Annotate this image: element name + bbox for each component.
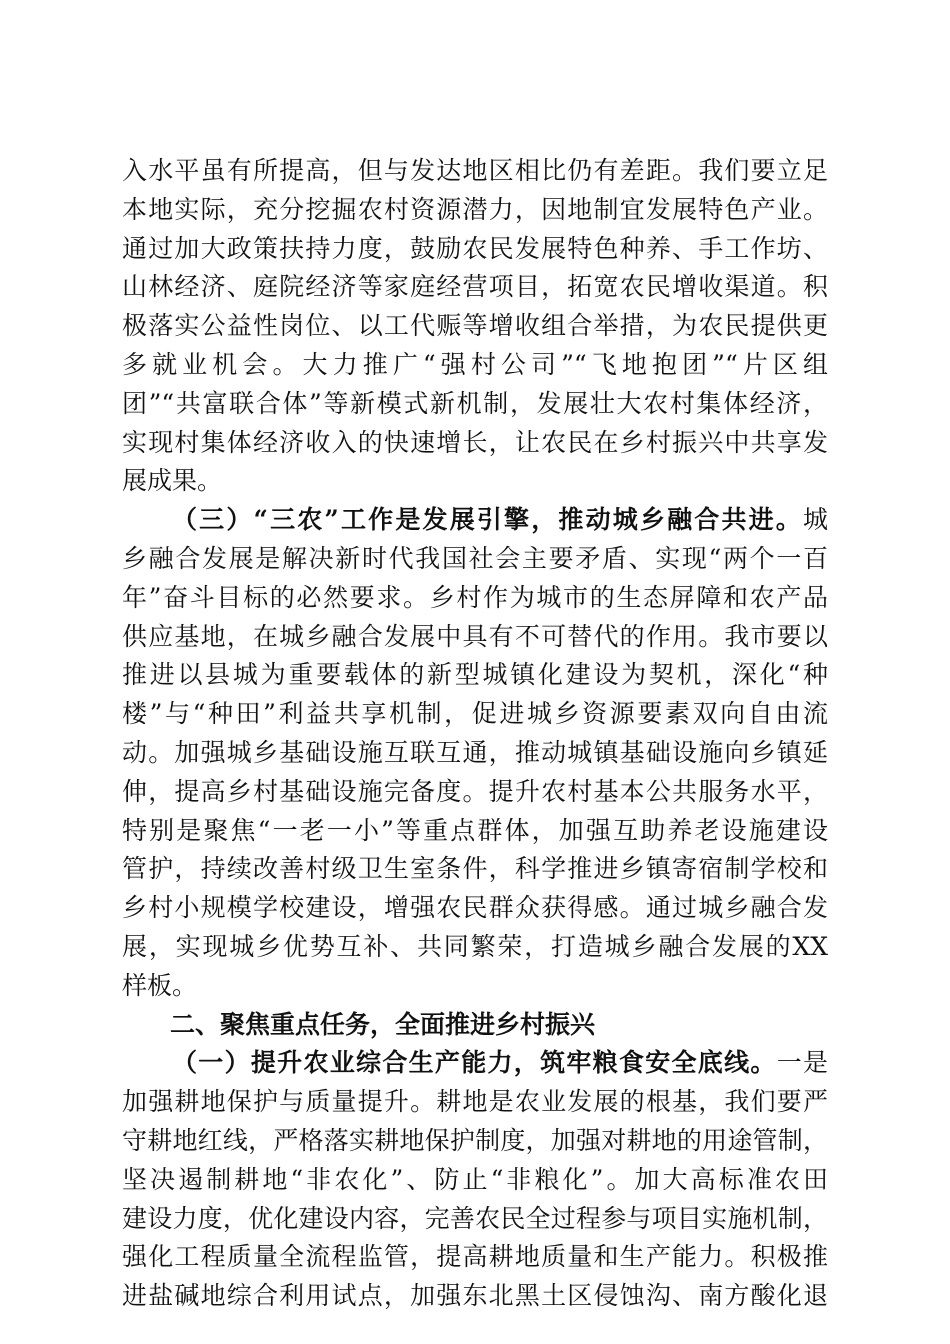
paragraph-first-line — [122, 1044, 828, 1083]
document-page — [122, 152, 828, 1316]
text-line: 推进以县城为重要载体的新型城镇化建设为契机，深化“种 — [122, 660, 828, 690]
text-line: 样板。 — [122, 970, 198, 1000]
text-line: 守耕地红线，严格落实耕地保护制度，加强对耕地的用途管制， — [122, 1125, 828, 1155]
paragraph-first-rest: 城 — [802, 505, 828, 535]
text-line: 多就业机会。大力推广“强村公司”“飞地抱团”“片区组 — [122, 349, 828, 379]
text-line: 通过加大政策扶持力度，鼓励农民发展特色种养、手工作坊、 — [122, 233, 828, 263]
text-line: 建设力度，优化建设内容，完善农民全过程参与项目实施机制， — [122, 1203, 828, 1233]
text-line: 展成果。 — [122, 466, 223, 496]
paragraph-bold-lead: （三）“三农”工作是发展引擎，推动城乡融合共进。 — [172, 505, 803, 535]
text-line: 伸，提高乡村基础设施完备度。提升农村基本公共服务水平， — [122, 776, 828, 806]
text-line: 楼”与“种田”利益共享机制，促进城乡资源要素双向自由流 — [122, 699, 828, 729]
text-line: 强化工程质量全流程监管，提高耕地质量和生产能力。积极推 — [122, 1242, 828, 1272]
text-line: 乡村小规模学校建设，增强农民群众获得感。通过城乡融合发 — [122, 893, 828, 923]
text-line: 坚决遏制耕地“非农化”、防止“非粮化”。加大高标准农田 — [122, 1164, 828, 1194]
text-line: 年”奋斗目标的必然要求。乡村作为城市的生态屏障和农产品 — [122, 582, 828, 612]
text-line: 实现村集体经济收入的快速增长，让农民在乡村振兴中共享发 — [122, 427, 828, 457]
section-heading: 二、聚焦重点任务，全面推进乡村振兴 — [170, 1009, 596, 1039]
text-line: 进盐碱地综合利用试点，加强东北黑土区侵蚀沟、南方酸化退 — [122, 1281, 828, 1311]
text-line: 乡融合发展是解决新时代我国社会主要矛盾、实现“两个一百 — [122, 543, 828, 573]
paragraph-first-rest: 一是 — [776, 1048, 828, 1078]
text-line: 加强耕地保护与质量提升。耕地是农业发展的根基，我们要严 — [122, 1087, 828, 1117]
text-line: 山林经济、庭院经济等家庭经营项目，拓宽农民增收渠道。积 — [122, 272, 828, 302]
text-line: 入水平虽有所提高，但与发达地区相比仍有差距。我们要立足 — [122, 156, 828, 185]
text-line: 展，实现城乡优势互补、共同繁荣，打造城乡融合发展的XX — [122, 931, 828, 961]
text-line: 团”“共富联合体”等新模式新机制，发展壮大农村集体经济， — [122, 388, 828, 418]
text-line: 特别是聚焦“一老一小”等重点群体，加强互助养老设施建设 — [122, 815, 828, 845]
paragraph-first-line — [122, 501, 828, 540]
text-line: 本地实际，充分挖掘农村资源潜力，因地制宜发展特色产业。 — [122, 194, 828, 224]
paragraph-bold-lead: （一）提升农业综合生产能力，筑牢粮食安全底线。 — [172, 1048, 777, 1078]
text-line: 动。加强城乡基础设施互联互通，推动城镇基础设施向乡镇延 — [122, 737, 828, 767]
text-line: 供应基地，在城乡融合发展中具有不可替代的作用。我市要以 — [122, 621, 828, 651]
text-line: 极落实公益性岗位、以工代赈等增收组合举措，为农民提供更 — [122, 311, 828, 341]
text-line: 管护，持续改善村级卫生室条件，科学推进乡镇寄宿制学校和 — [122, 854, 828, 884]
